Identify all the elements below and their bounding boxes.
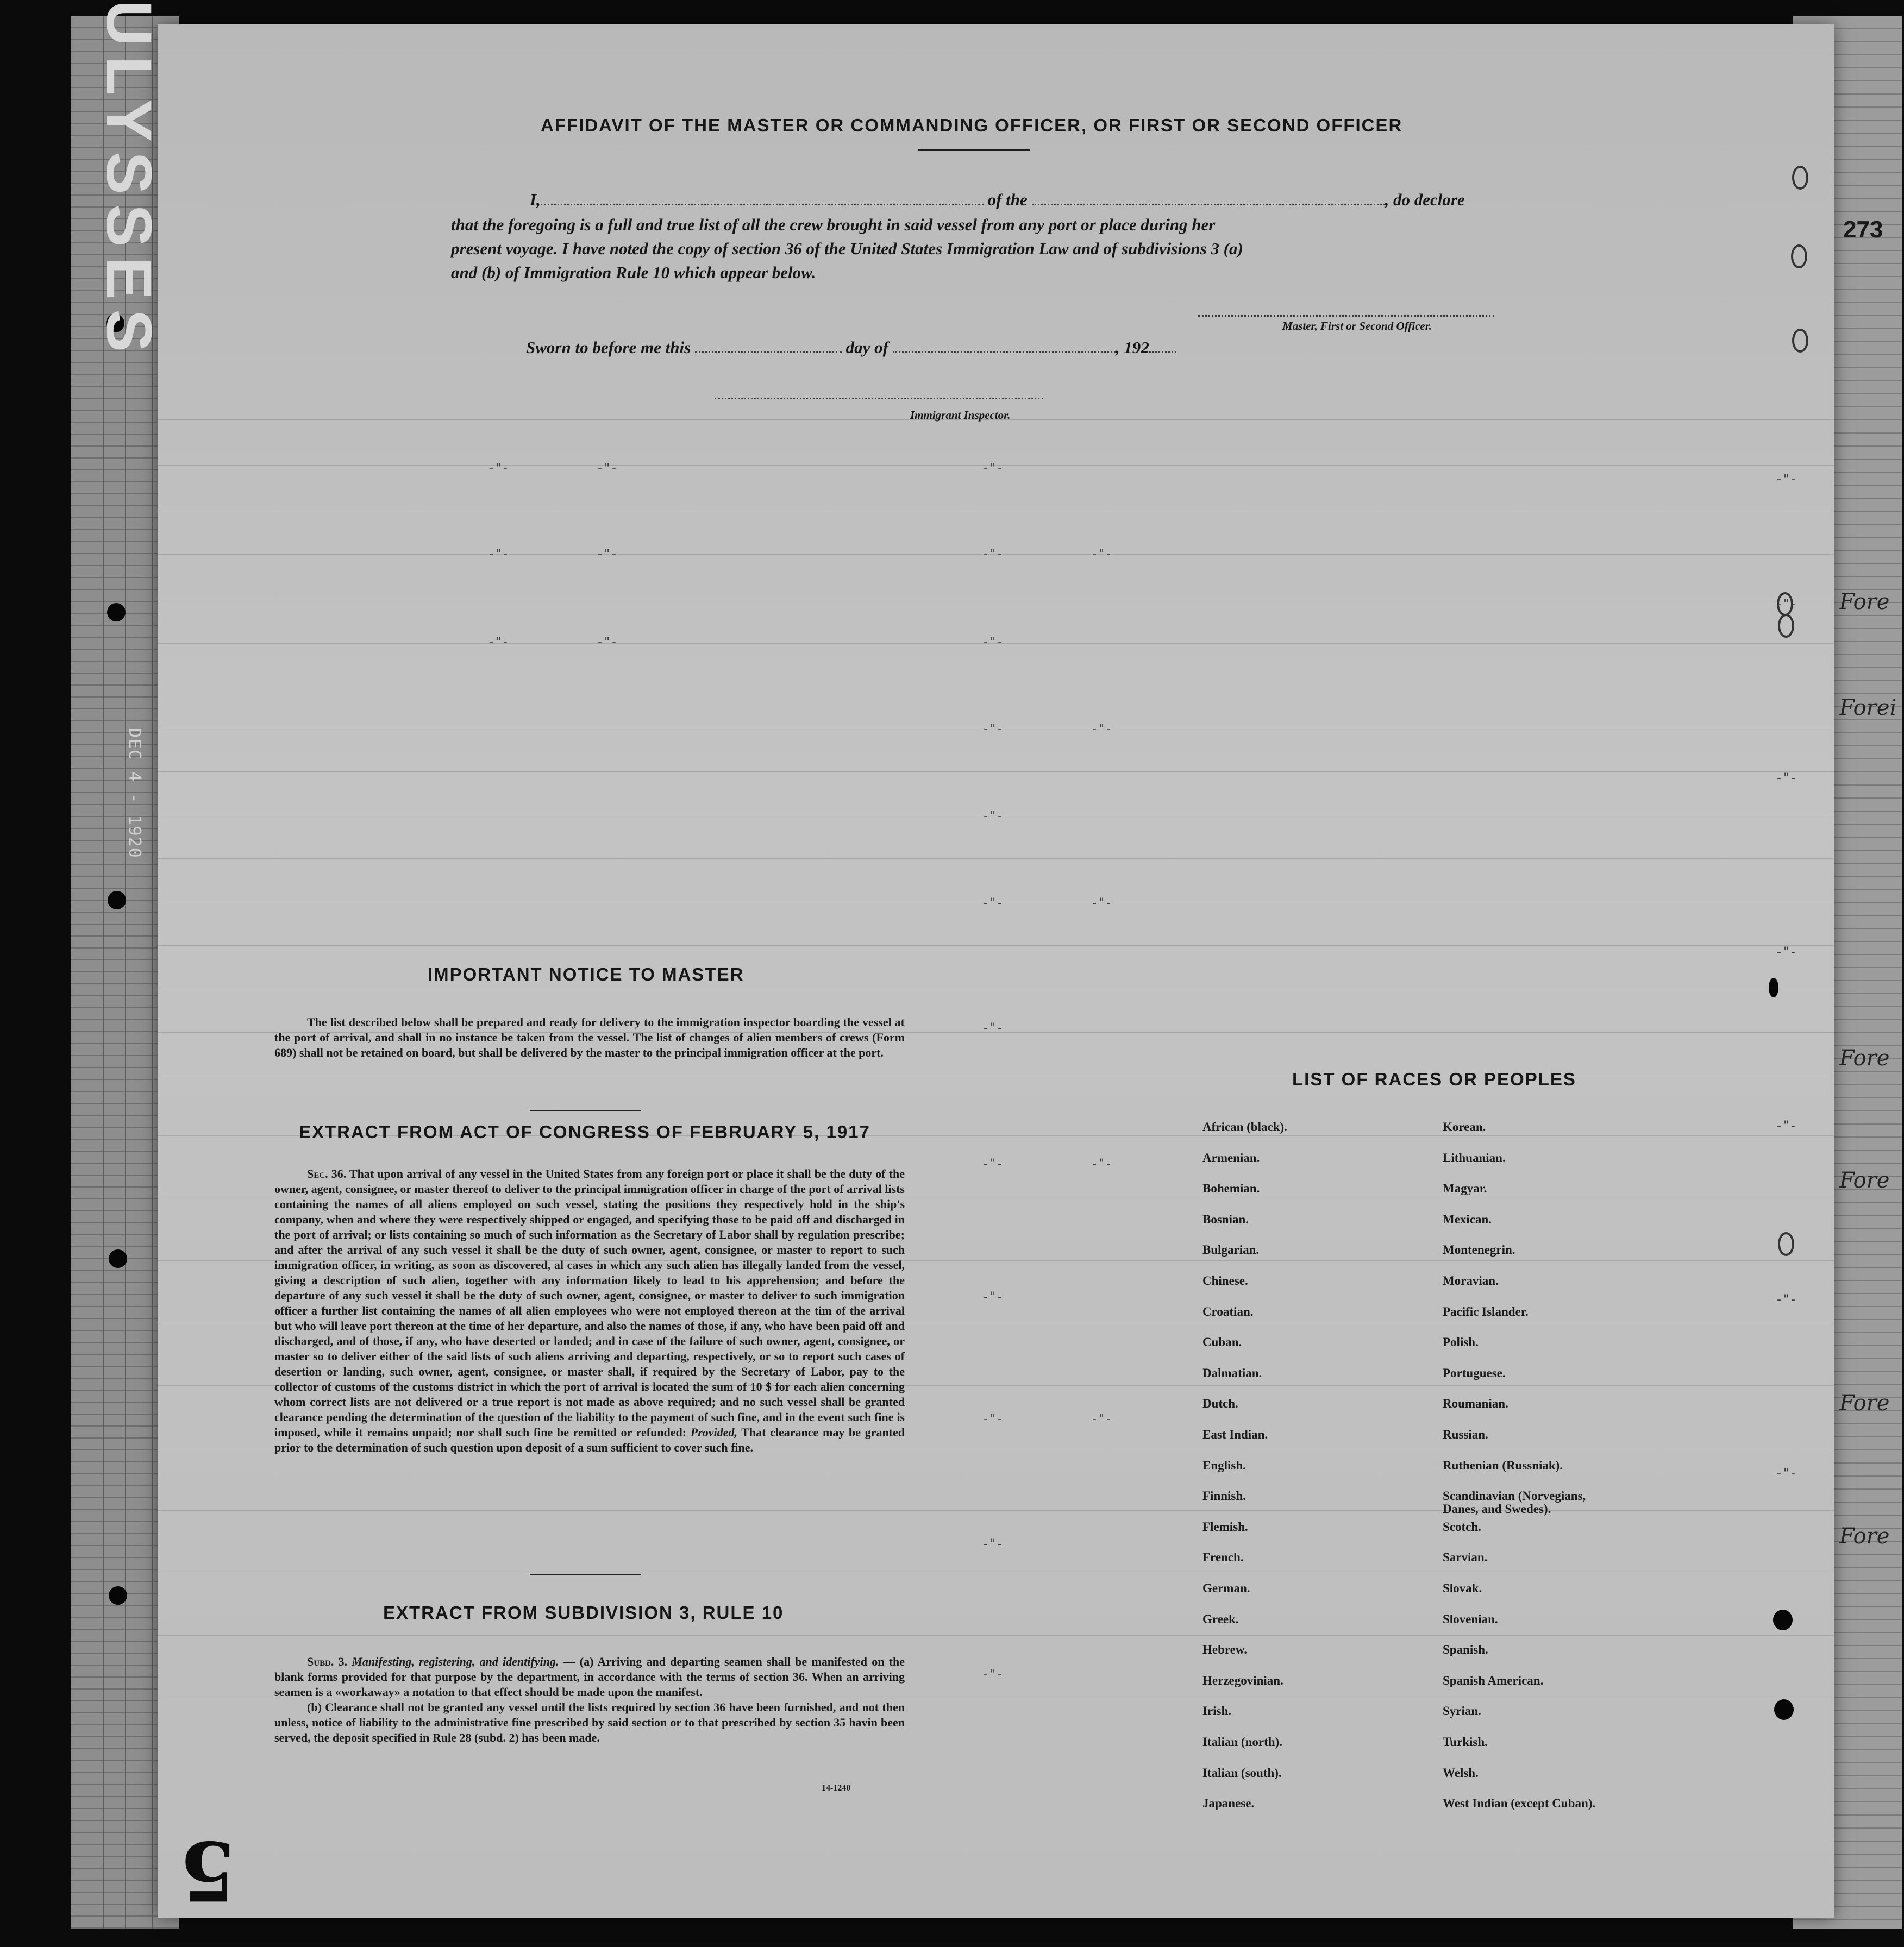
- stamp-date: DEC 4 - 1920: [125, 728, 144, 859]
- race-item: Irish.: [1202, 1704, 1232, 1718]
- section-rule: [530, 1110, 641, 1111]
- ditto-mark: -"-: [1777, 598, 1797, 611]
- punch-hole: [1769, 978, 1778, 997]
- race-item: Montenegrin.: [1443, 1243, 1515, 1257]
- races-title: LIST OF RACES OR PEOPLES: [1292, 1069, 1576, 1089]
- race-item: East Indian.: [1202, 1428, 1268, 1441]
- act-paragraph: [274, 1166, 905, 1455]
- ship-name: ULYSSES: [93, 0, 165, 362]
- affidavit-line3: present voyage. I have noted the copy of section 36 of the United States Immigration Law and of subdivisions 3 (a): [451, 239, 1243, 258]
- race-item: Russian.: [1443, 1428, 1488, 1441]
- race-item: Sarvian.: [1443, 1550, 1488, 1565]
- ditto-mark: -"-: [1777, 473, 1797, 486]
- race-item: Flemish.: [1202, 1519, 1248, 1534]
- ditto-mark: -"-: [598, 636, 618, 649]
- race-item: Finnish.: [1202, 1489, 1246, 1503]
- ditto-mark: -"-: [984, 1412, 1004, 1426]
- rule-para-b: (b) Clearance shall not be granted any vessel until the lists required by section 36 have been furnished, and not then unless, notice of liability to the administrative fine prescribed by said section or to that prescribed by section 35 havin been served, the deposit specified in Rule 28 (subd. 2) has been made.: [274, 1700, 905, 1744]
- race-item: Chinese.: [1202, 1274, 1248, 1287]
- margin-mark: [1792, 166, 1808, 190]
- race-item: Hebrew.: [1202, 1643, 1247, 1657]
- handwritten-foreign: Fore: [1839, 589, 1890, 614]
- form-number: 14-1240: [822, 1783, 851, 1793]
- act-sec-label: Sec. 36.: [307, 1167, 347, 1180]
- affidavit-title: AFFIDAVIT OF THE MASTER OR COMMANDING OFFICER, OR FIRST OR SECOND OFFICER: [541, 115, 1403, 135]
- inspector-label: Immigrant Inspector.: [910, 409, 1011, 422]
- year-field: [1149, 349, 1176, 353]
- punch-hole: [1773, 1610, 1793, 1630]
- act-text: [274, 1166, 905, 1455]
- race-item: Magyar.: [1443, 1182, 1487, 1196]
- ditto-mark: -"-: [984, 462, 1004, 475]
- sworn-prefix: Sworn to before me this: [526, 338, 691, 357]
- race-item: Italian (south).: [1202, 1766, 1282, 1780]
- ditto-mark: -"-: [984, 636, 1004, 649]
- margin-mark: [1778, 614, 1794, 638]
- rule-text: [274, 1654, 905, 1745]
- ditto-mark: -"-: [1777, 1293, 1797, 1307]
- ditto-mark: -"-: [1092, 896, 1113, 910]
- affidavit-line1: [530, 190, 1465, 210]
- ditto-mark: -"-: [984, 1021, 1004, 1035]
- ditto-mark: -"-: [984, 809, 1004, 823]
- handwritten-foreign: Forei: [1839, 695, 1897, 720]
- signature-label: Master, First or Second Officer.: [1282, 319, 1432, 332]
- act-provided-text: That clearance may be granted prior to the determination of such question upon deposit of a sum sufficient to cover such fine.: [274, 1425, 905, 1454]
- ditto-mark: -"-: [1092, 723, 1113, 736]
- ditto-mark: -"-: [984, 1290, 1004, 1304]
- ditto-mark: -"-: [1092, 548, 1113, 561]
- notice-title: IMPORTANT NOTICE TO MASTER: [428, 964, 744, 984]
- punch-hole: [109, 1586, 127, 1605]
- race-item: Croatian.: [1202, 1304, 1254, 1318]
- race-item: Polish.: [1443, 1335, 1479, 1349]
- race-item: Bulgarian.: [1202, 1243, 1260, 1257]
- month-field: [893, 349, 1116, 353]
- handwritten-numeral: 5: [179, 1823, 236, 1918]
- ditto-mark: -"-: [489, 636, 510, 649]
- rule-subd-label: Subd. 3.: [307, 1655, 348, 1668]
- signature-line: [1198, 315, 1494, 317]
- race-item: Dutch.: [1202, 1397, 1238, 1411]
- affidavit-i: I,: [530, 190, 541, 209]
- sworn-line: [526, 338, 1176, 357]
- race-item: Spanish.: [1443, 1643, 1488, 1657]
- race-item: German.: [1202, 1581, 1250, 1595]
- title-rule: [918, 149, 1030, 151]
- ditto-mark: -"-: [1092, 1157, 1113, 1171]
- race-item: Italian (north).: [1202, 1735, 1282, 1749]
- handwritten-foreign: Fore: [1839, 1168, 1890, 1193]
- margin-number: 273: [1843, 216, 1883, 243]
- do-declare: , do declare: [1385, 190, 1465, 209]
- race-item: Roumanian.: [1443, 1397, 1508, 1411]
- rule-para-a: [274, 1654, 905, 1700]
- race-item: Dalmatian.: [1202, 1366, 1262, 1380]
- race-item: African (black).: [1202, 1120, 1287, 1134]
- race-item: Korean.: [1443, 1120, 1486, 1134]
- race-item: Slovak.: [1443, 1581, 1482, 1595]
- ditto-mark: -"-: [984, 1157, 1004, 1171]
- ditto-mark: -"-: [1777, 1119, 1797, 1133]
- of-the: of the: [987, 190, 1028, 209]
- race-item: Armenian.: [1202, 1151, 1260, 1165]
- ditto-mark: -"-: [489, 462, 510, 475]
- race-item: Scotch.: [1443, 1519, 1481, 1534]
- act-title: EXTRACT FROM ACT OF CONGRESS OF FEBRUARY 5, 1917: [299, 1122, 870, 1142]
- sworn-year: , 192: [1115, 338, 1149, 357]
- races-column-1: [1202, 1121, 1431, 1827]
- race-item: Lithuanian.: [1443, 1151, 1506, 1165]
- race-item: West Indian (except Cuban).: [1443, 1797, 1596, 1811]
- ditto-mark: -"-: [984, 548, 1004, 561]
- ditto-mark: -"-: [489, 548, 510, 561]
- vessel-field: [1032, 202, 1385, 205]
- act-body: That upon arrival of any vessel in the United States from any foreign port or place it shall be the duty of the owner, agent, consignee, or master thereof to deliver to the principal immigration officer in charge of the port of arrival lists containing the names of all aliens employed on such vessel, stating the positions they respectively hold in the ship's company, when and where they were respectively shipped or engaged, and specifying those to be paid off and discharged in the port of arrival; or lists containing so much of such information as the Secretary of Labor shall by regulation prescribe; and after the arrival of any such vessel it shall be the duty of such owner, agent, consignee, or master to report to such immigration officer, in writing, as soon as discovered, al cases in which any such alien has illegally landed from the vessel, giving a description of such alien, together with any information likely to lead to his apprehension; and before the departure of any such vessel it shall be the duty of such owner, agent, consignee, or master to deliver to such immigration officer a further list containing the names of all alien employees who were not employed thereon at the tim of the arrival but who will leave port thereon at the time of her departure, and also the names of those, if any, who have been paid off and discharged, and of those, if any, who have deserted or landed; and in case of the failure of such owner, agent, consignee, or master so to deliver either of the said lists of such aliens arriving and departing, respectively, or so to report such cases of desertion or landing, such owner, agent, consignee, or master shall, if required by the Secretary of Labor, pay to the collector of customs of the customs district in which the port of arrival is located the sum of 10 $ for each alien concerning whom correct lists are not delivered or a true report is not made as above required; and no such vessel shall be granted clearance pending the determination of the question of the liability to the payment of such fine, and in the event such fine is imposed, while it remains unpaid; nor shall such fine be remitted or refunded:: [274, 1167, 905, 1439]
- race-item: Welsh.: [1443, 1766, 1479, 1780]
- notice-text: [274, 1015, 905, 1060]
- rule-a-text: — (a) Arriving and departing seamen shall be manifested on the blank forms provided for that purpose by the department, in accordance with the terms of section 36. When an arriving seamen is a «workaway» a notation to that effect should be made upon the manifest.: [274, 1655, 905, 1699]
- margin-mark: [1791, 244, 1807, 268]
- ditto-mark: -"-: [1777, 945, 1797, 959]
- race-item: Bohemian.: [1202, 1182, 1260, 1196]
- race-item: Syrian.: [1443, 1704, 1481, 1718]
- race-item: Greek.: [1202, 1612, 1239, 1626]
- ditto-mark: -"-: [598, 548, 618, 561]
- race-item: Turkish.: [1443, 1735, 1488, 1749]
- ditto-mark: -"-: [984, 723, 1004, 736]
- race-item: Portuguese.: [1443, 1366, 1506, 1380]
- ditto-mark: -"-: [984, 896, 1004, 910]
- section-rule: [530, 1574, 641, 1575]
- handwritten-foreign: Fore: [1839, 1391, 1890, 1416]
- race-item: Mexican.: [1443, 1212, 1492, 1226]
- inspector-line: [715, 398, 1043, 399]
- ditto-mark: -"-: [598, 462, 618, 475]
- race-item: Slovenian.: [1443, 1612, 1498, 1626]
- ditto-mark: -"-: [1777, 771, 1797, 785]
- ditto-mark: -"-: [1092, 1412, 1113, 1426]
- act-provided-label: Provided,: [690, 1425, 737, 1439]
- race-item: Moravian.: [1443, 1274, 1499, 1287]
- sworn-day: day of: [845, 338, 888, 357]
- ditto-mark: -"-: [1777, 1467, 1797, 1480]
- race-item: Spanish American.: [1443, 1673, 1544, 1687]
- handwritten-foreign: Fore: [1839, 1046, 1890, 1071]
- race-item: Cuban.: [1202, 1335, 1242, 1349]
- date-stamp: [125, 728, 144, 859]
- races-column-2: [1443, 1121, 1682, 1827]
- day-field: [695, 349, 842, 353]
- handwritten-foreign: Fore: [1839, 1524, 1890, 1549]
- race-item: Japanese.: [1202, 1797, 1255, 1811]
- punch-hole: [1774, 1699, 1794, 1720]
- race-item: Bosnian.: [1202, 1212, 1249, 1226]
- race-item: Herzegovinian.: [1202, 1673, 1283, 1687]
- race-item: French.: [1202, 1550, 1244, 1565]
- affidavit-line2: that the foregoing is a full and true list of all the crew brought in said vessel from any port or place during her: [451, 215, 1216, 234]
- race-item: Ruthenian (Russniak).: [1443, 1458, 1563, 1472]
- race-item: Pacific Islander.: [1443, 1304, 1529, 1318]
- affidavit-line4: and (b) of Immigration Rule 10 which appear below.: [451, 263, 816, 282]
- margin-mark: [1792, 329, 1808, 353]
- rule-title: EXTRACT FROM SUBDIVISION 3, RULE 10: [383, 1603, 784, 1623]
- race-item: English.: [1202, 1458, 1246, 1472]
- name-field: [541, 202, 984, 205]
- notice-paragraph: The list described below shall be prepared and ready for delivery to the immigration inspector boarding the vessel at the port of arrival, and shall in no instance be taken from the vessel. The list of changes of alien members of crews (Form 689) shall not be retained on board, but shall be delivered by the master to the principal immigration officer at the port.: [274, 1015, 905, 1059]
- ditto-mark: -"-: [984, 1668, 1004, 1681]
- margin-mark: [1778, 1232, 1794, 1256]
- race-item: Scandinavian (Norvegians, Danes, and Swedes).: [1443, 1489, 1586, 1516]
- rule-subd-heading: Manifesting, registering, and identifying.: [352, 1655, 559, 1668]
- ditto-mark: -"-: [984, 1537, 1004, 1551]
- margin-mark: [1777, 592, 1793, 616]
- punch-hole: [109, 1249, 127, 1268]
